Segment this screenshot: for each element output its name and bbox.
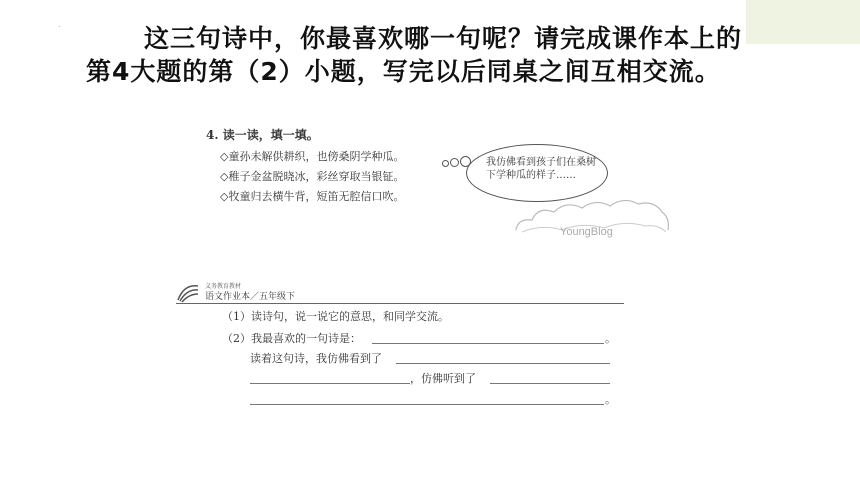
answer-blank xyxy=(372,343,604,344)
poem-line: ◇童孙未解供耕织，也傍桑阴学种瓜。 xyxy=(220,150,405,163)
poem-line: ◇稚子金盆脱晓冰，彩丝穿取当银钲。 xyxy=(220,170,405,183)
question-2: （2）我最喜欢的一句诗是： xyxy=(222,332,361,345)
watermark: YoungBlog xyxy=(560,226,613,238)
answer-blank xyxy=(396,363,610,364)
exercise-heading: 4. 读一读，填一填。 xyxy=(206,128,319,142)
answer-blank xyxy=(250,404,604,405)
book-series: 义务教育教材 xyxy=(205,283,242,290)
final-period: 。 xyxy=(605,393,616,406)
poem-line: ◇牧童归去横牛背，短笛无腔信口吹。 xyxy=(220,190,405,203)
answer-blank xyxy=(250,383,410,384)
question-2-period: 。 xyxy=(605,332,616,345)
book-title: 语文作业本／五年级下 xyxy=(205,292,296,302)
stray-mark: . xyxy=(58,20,61,29)
thought-bubble-text: 我仿佛看到孩子们在桑树下学种瓜的样子…… xyxy=(486,157,596,181)
instruction-content: 这三句诗中，你最喜欢哪一句呢？请完成课作本上的第4大题的第（2）小题，写完以后同桌之间互相交流。 xyxy=(86,24,743,86)
instruction-text xyxy=(86,22,746,88)
answer-blank xyxy=(490,383,610,384)
prompt-hear: ，仿佛听到了 xyxy=(410,372,476,385)
question-1: （1）读诗句，说一说它的意思，和同学交流。 xyxy=(222,310,449,323)
corner-decoration xyxy=(746,0,860,44)
divider xyxy=(176,303,624,304)
book-logo-icon xyxy=(176,282,200,304)
prompt-see: 读着这句诗，我仿佛看到了 xyxy=(250,352,382,365)
